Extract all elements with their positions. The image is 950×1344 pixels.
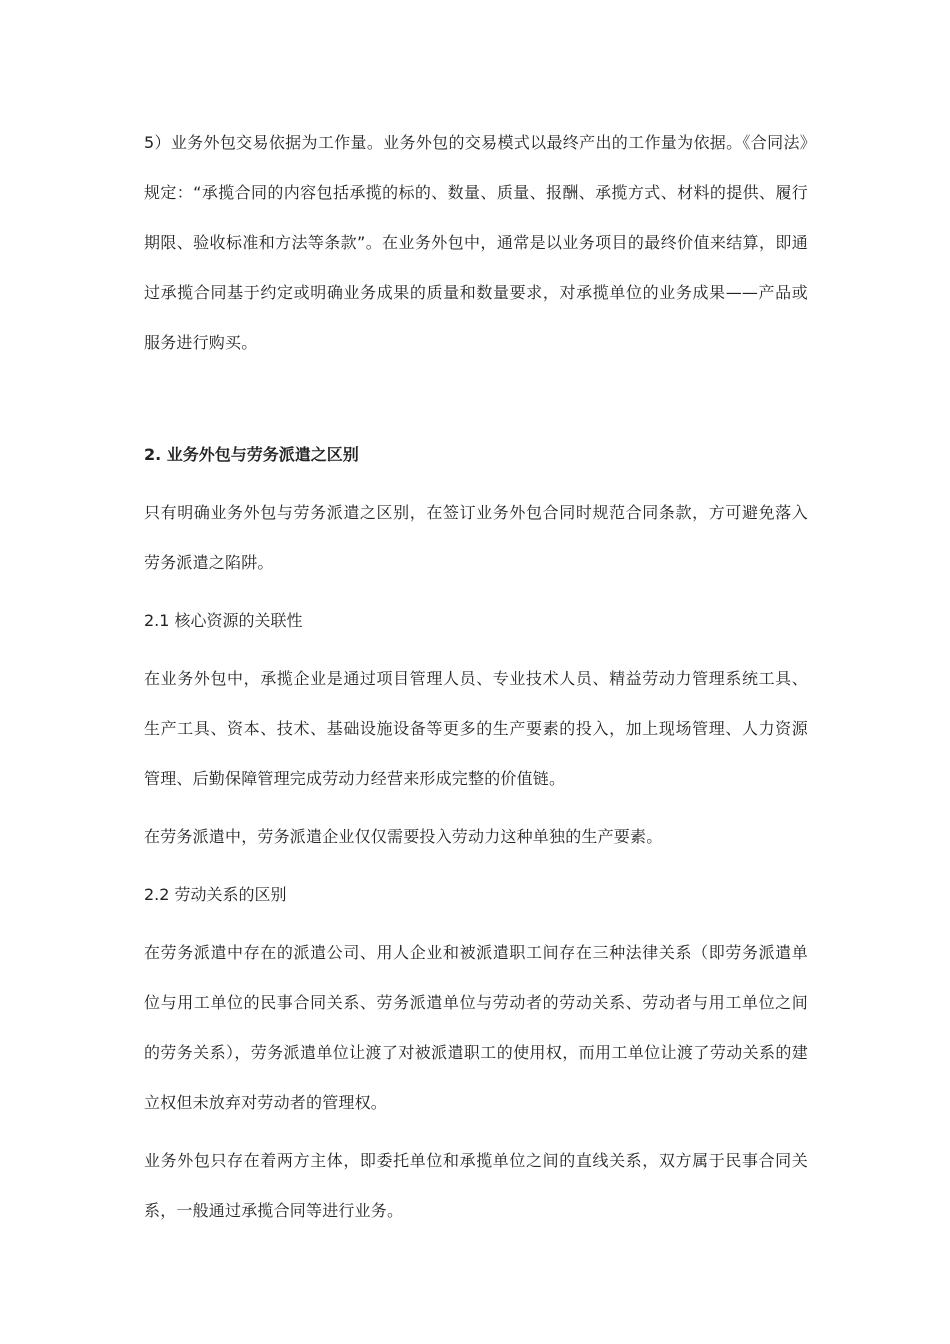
subheading-2-2: 2.2 劳动关系的区别 xyxy=(144,885,287,904)
paragraph-transaction-basis: 5）业务外包交易依据为工作量。业务外包的交易模式以最终产出的工作量为依据。《合同法》规定：“承揽合同的内容包括承揽的标的、数量、质量、报酬、承揽方式、材料的提供、履行期限、验收标准和方法等条款”。在业务外包中，通常是以业务项目的最终价值来结算，即通过承揽合同基于约定或明确业务成果的质量和数量要求，对承揽单位的业务成果——产品或服务进行购买。 xyxy=(144,133,808,352)
paragraph-intro-difference: 只有明确业务外包与劳务派遣之区别，在签订业务外包合同时规范合同条款，方可避免落入劳务派遣之陷阱。 xyxy=(144,503,808,572)
paragraph-dispatch-resources: 在劳务派遣中，劳务派遣企业仅仅需要投入劳动力这种单独的生产要素。 xyxy=(144,827,663,846)
document-page xyxy=(144,118,808,1236)
section-heading-2: 2. 业务外包与劳务派遣之区别 xyxy=(144,445,359,464)
section-spacer xyxy=(144,368,808,430)
paragraph-outsourcing-relations: 业务外包只存在着两方主体，即委托单位和承揽单位之间的直线关系，双方属于民事合同关系，一般通过承揽合同等进行业务。 xyxy=(144,1151,808,1220)
paragraph-outsourcing-resources: 在业务外包中，承揽企业是通过项目管理人员、专业技术人员、精益劳动力管理系统工具、生产工具、资本、技术、基础设施设备等更多的生产要素的投入，加上现场管理、人力资源管理、后勤保障管理完成劳动力经营来形成完整的价值链。 xyxy=(144,669,808,788)
paragraph-dispatch-relations: 在劳务派遣中存在的派遣公司、用人企业和被派遣职工间存在三种法律关系（即劳务派遣单位与用工单位的民事合同关系、劳务派遣单位与劳动者的劳动关系、劳动者与用工单位之间的劳务关系），劳务派遣单位让渡了对被派遣职工的使用权，而用工单位让渡了劳动关系的建立权但未放弃对劳动者的管理权。 xyxy=(144,943,808,1112)
subheading-2-1: 2.1 核心资源的关联性 xyxy=(144,611,303,630)
